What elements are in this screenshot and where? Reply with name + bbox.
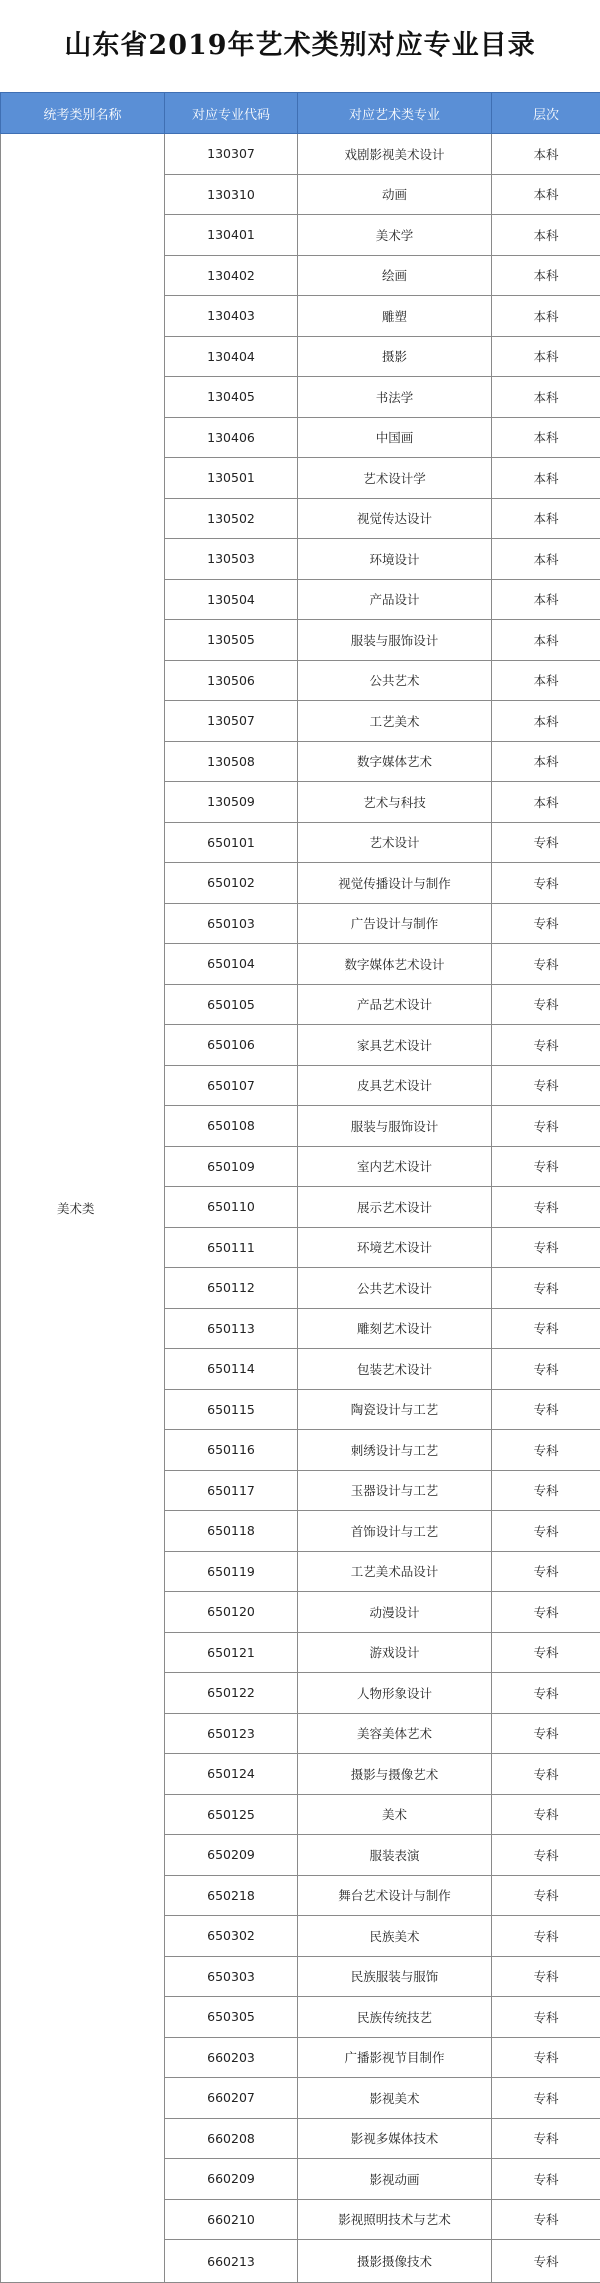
level-cell: 专科: [492, 1551, 600, 1592]
level-cell: 本科: [492, 458, 600, 499]
level-cell: 专科: [492, 1106, 600, 1147]
major-code-cell: 650114: [165, 1349, 298, 1390]
major-name-cell: 美容美体艺术: [298, 1713, 492, 1754]
level-cell: 专科: [492, 1227, 600, 1268]
level-cell: 本科: [492, 701, 600, 742]
level-cell: 本科: [492, 336, 600, 377]
major-name-cell: 广播影视节目制作: [298, 2037, 492, 2078]
level-cell: 专科: [492, 2037, 600, 2078]
level-cell: 专科: [492, 1997, 600, 2038]
level-cell: 专科: [492, 1025, 600, 1066]
major-name-cell: 产品设计: [298, 579, 492, 620]
major-code-cell: 130501: [165, 458, 298, 499]
level-cell: 本科: [492, 741, 600, 782]
level-cell: 专科: [492, 1754, 600, 1795]
level-cell: 专科: [492, 1268, 600, 1309]
major-code-cell: 650123: [165, 1713, 298, 1754]
major-code-cell: 650116: [165, 1430, 298, 1471]
major-code-cell: 130502: [165, 498, 298, 539]
major-name-cell: 首饰设计与工艺: [298, 1511, 492, 1552]
level-cell: 专科: [492, 1065, 600, 1106]
level-cell: 专科: [492, 1835, 600, 1876]
level-cell: 专科: [492, 822, 600, 863]
category-cell: 美术类: [1, 134, 165, 2283]
table-header-row: [1, 93, 600, 134]
header-major: 对应艺术类专业: [298, 93, 492, 134]
major-name-cell: 工艺美术: [298, 701, 492, 742]
major-name-cell: 影视多媒体技术: [298, 2118, 492, 2159]
major-name-cell: 游戏设计: [298, 1632, 492, 1673]
major-name-cell: 美术: [298, 1794, 492, 1835]
major-code-cell: 650303: [165, 1956, 298, 1997]
major-name-cell: 舞台艺术设计与制作: [298, 1875, 492, 1916]
level-cell: 专科: [492, 944, 600, 985]
level-cell: 本科: [492, 174, 600, 215]
major-code-cell: 130508: [165, 741, 298, 782]
major-name-cell: 艺术设计学: [298, 458, 492, 499]
major-code-cell: 130403: [165, 296, 298, 337]
level-cell: 专科: [492, 1875, 600, 1916]
major-name-cell: 民族美术: [298, 1916, 492, 1957]
level-cell: 专科: [492, 2199, 600, 2240]
major-code-cell: 650218: [165, 1875, 298, 1916]
level-cell: 专科: [492, 903, 600, 944]
major-code-cell: 650120: [165, 1592, 298, 1633]
major-code-cell: 650107: [165, 1065, 298, 1106]
major-code-cell: 650117: [165, 1470, 298, 1511]
major-name-cell: 公共艺术: [298, 660, 492, 701]
level-cell: 专科: [492, 2240, 600, 2283]
level-cell: 专科: [492, 1389, 600, 1430]
major-name-cell: 包装艺术设计: [298, 1349, 492, 1390]
major-code-cell: 650209: [165, 1835, 298, 1876]
major-name-cell: 视觉传达设计: [298, 498, 492, 539]
major-code-cell: 130402: [165, 255, 298, 296]
level-cell: 本科: [492, 579, 600, 620]
major-code-cell: 660210: [165, 2199, 298, 2240]
major-code-cell: 660203: [165, 2037, 298, 2078]
major-name-cell: 动漫设计: [298, 1592, 492, 1633]
level-cell: 专科: [492, 1146, 600, 1187]
level-cell: 专科: [492, 1511, 600, 1552]
major-code-cell: 650111: [165, 1227, 298, 1268]
major-name-cell: 民族服装与服饰: [298, 1956, 492, 1997]
major-name-cell: 戏剧影视美术设计: [298, 134, 492, 175]
major-code-cell: 650108: [165, 1106, 298, 1147]
major-name-cell: 美术学: [298, 215, 492, 256]
level-cell: 专科: [492, 1673, 600, 1714]
major-code-cell: 650113: [165, 1308, 298, 1349]
level-cell: 本科: [492, 498, 600, 539]
level-cell: 专科: [492, 863, 600, 904]
level-cell: 本科: [492, 296, 600, 337]
level-cell: 专科: [492, 1916, 600, 1957]
major-code-cell: 650305: [165, 1997, 298, 2038]
level-cell: 本科: [492, 620, 600, 661]
major-name-cell: 摄影与摄像艺术: [298, 1754, 492, 1795]
major-name-cell: 公共艺术设计: [298, 1268, 492, 1309]
major-name-cell: 家具艺术设计: [298, 1025, 492, 1066]
major-name-cell: 服装与服饰设计: [298, 620, 492, 661]
level-cell: 专科: [492, 1430, 600, 1471]
major-name-cell: 陶瓷设计与工艺: [298, 1389, 492, 1430]
major-code-cell: 130505: [165, 620, 298, 661]
major-code-cell: 130506: [165, 660, 298, 701]
major-name-cell: 室内艺术设计: [298, 1146, 492, 1187]
level-cell: 本科: [492, 782, 600, 823]
major-name-cell: 影视照明技术与艺术: [298, 2199, 492, 2240]
major-code-cell: 650103: [165, 903, 298, 944]
major-code-cell: 130507: [165, 701, 298, 742]
major-name-cell: 中国画: [298, 417, 492, 458]
major-name-cell: 书法学: [298, 377, 492, 418]
major-name-cell: 摄影: [298, 336, 492, 377]
level-cell: 专科: [492, 1713, 600, 1754]
major-name-cell: 产品艺术设计: [298, 984, 492, 1025]
major-code-cell: 130307: [165, 134, 298, 175]
major-code-cell: 130404: [165, 336, 298, 377]
level-cell: 本科: [492, 377, 600, 418]
major-code-cell: 650115: [165, 1389, 298, 1430]
major-name-cell: 摄影摄像技术: [298, 2240, 492, 2283]
major-code-cell: 130509: [165, 782, 298, 823]
major-name-cell: 数字媒体艺术: [298, 741, 492, 782]
major-code-cell: 650106: [165, 1025, 298, 1066]
major-code-cell: 130405: [165, 377, 298, 418]
major-name-cell: 雕塑: [298, 296, 492, 337]
level-cell: 专科: [492, 1592, 600, 1633]
major-code-cell: 130310: [165, 174, 298, 215]
major-code-cell: 650102: [165, 863, 298, 904]
level-cell: 专科: [492, 2078, 600, 2119]
major-catalog-table: [0, 92, 600, 2283]
major-name-cell: 人物形象设计: [298, 1673, 492, 1714]
major-name-cell: 雕刻艺术设计: [298, 1308, 492, 1349]
level-cell: 专科: [492, 984, 600, 1025]
major-name-cell: 艺术与科技: [298, 782, 492, 823]
table-body: [1, 134, 600, 2283]
major-code-cell: 650104: [165, 944, 298, 985]
major-name-cell: 数字媒体艺术设计: [298, 944, 492, 985]
level-cell: 本科: [492, 539, 600, 580]
major-code-cell: 650122: [165, 1673, 298, 1714]
major-code-cell: 650118: [165, 1511, 298, 1552]
major-name-cell: 皮具艺术设计: [298, 1065, 492, 1106]
major-code-cell: 650105: [165, 984, 298, 1025]
header-code: 对应专业代码: [165, 93, 298, 134]
level-cell: 专科: [492, 1794, 600, 1835]
major-code-cell: 650121: [165, 1632, 298, 1673]
major-code-cell: 660209: [165, 2159, 298, 2200]
level-cell: 专科: [492, 2159, 600, 2200]
major-code-cell: 660208: [165, 2118, 298, 2159]
major-code-cell: 130406: [165, 417, 298, 458]
level-cell: 专科: [492, 2118, 600, 2159]
major-code-cell: 650101: [165, 822, 298, 863]
major-name-cell: 绘画: [298, 255, 492, 296]
major-name-cell: 视觉传播设计与制作: [298, 863, 492, 904]
major-name-cell: 环境艺术设计: [298, 1227, 492, 1268]
major-code-cell: 650302: [165, 1916, 298, 1957]
header-level: 层次: [492, 93, 600, 134]
major-name-cell: 刺绣设计与工艺: [298, 1430, 492, 1471]
level-cell: 本科: [492, 255, 600, 296]
major-name-cell: 环境设计: [298, 539, 492, 580]
level-cell: 本科: [492, 417, 600, 458]
header-category: 统考类别名称: [1, 93, 165, 134]
major-name-cell: 动画: [298, 174, 492, 215]
level-cell: 专科: [492, 1956, 600, 1997]
major-name-cell: 影视动画: [298, 2159, 492, 2200]
major-code-cell: 650124: [165, 1754, 298, 1795]
level-cell: 专科: [492, 1349, 600, 1390]
major-code-cell: 650110: [165, 1187, 298, 1228]
table-row: [1, 134, 600, 175]
major-code-cell: 130401: [165, 215, 298, 256]
major-name-cell: 服装表演: [298, 1835, 492, 1876]
page-title: 山东省2019年艺术类别对应专业目录: [0, 0, 600, 92]
level-cell: 本科: [492, 215, 600, 256]
major-name-cell: 服装与服饰设计: [298, 1106, 492, 1147]
major-name-cell: 艺术设计: [298, 822, 492, 863]
level-cell: 本科: [492, 660, 600, 701]
level-cell: 本科: [492, 134, 600, 175]
level-cell: 专科: [492, 1308, 600, 1349]
major-name-cell: 展示艺术设计: [298, 1187, 492, 1228]
major-name-cell: 民族传统技艺: [298, 1997, 492, 2038]
major-code-cell: 650112: [165, 1268, 298, 1309]
major-code-cell: 130504: [165, 579, 298, 620]
level-cell: 专科: [492, 1187, 600, 1228]
major-code-cell: 660207: [165, 2078, 298, 2119]
major-code-cell: 660213: [165, 2240, 298, 2283]
major-code-cell: 130503: [165, 539, 298, 580]
major-code-cell: 650125: [165, 1794, 298, 1835]
level-cell: 专科: [492, 1470, 600, 1511]
level-cell: 专科: [492, 1632, 600, 1673]
major-code-cell: 650119: [165, 1551, 298, 1592]
major-name-cell: 影视美术: [298, 2078, 492, 2119]
major-name-cell: 广告设计与制作: [298, 903, 492, 944]
major-name-cell: 玉器设计与工艺: [298, 1470, 492, 1511]
major-code-cell: 650109: [165, 1146, 298, 1187]
major-name-cell: 工艺美术品设计: [298, 1551, 492, 1592]
